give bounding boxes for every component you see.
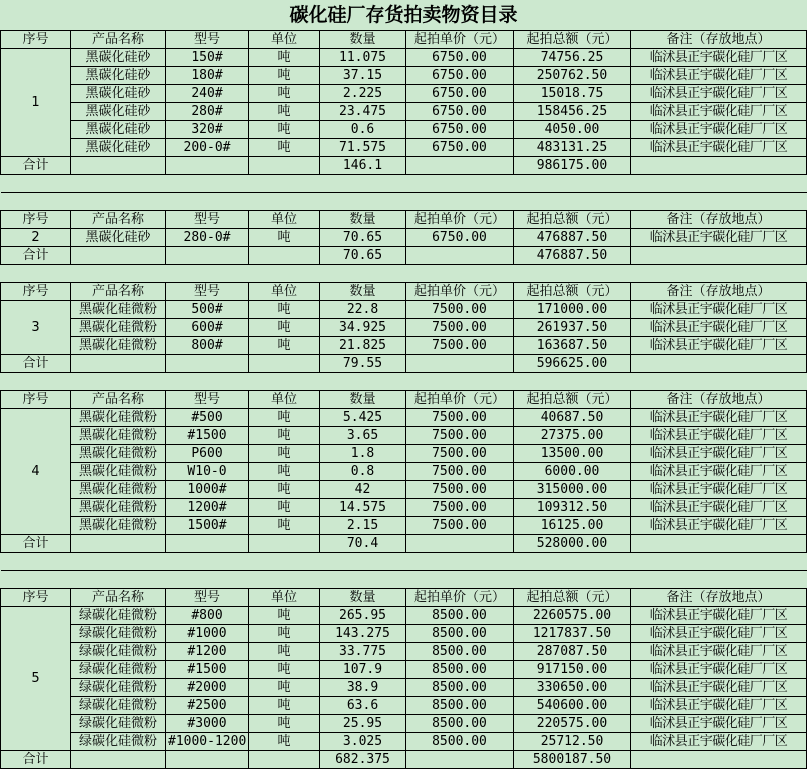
quantity: 265.95 <box>320 607 406 625</box>
header-unit: 单位 <box>249 283 320 301</box>
product-name: 绿碳化硅微粉 <box>71 697 166 715</box>
total-amount: 2260575.00 <box>514 607 631 625</box>
product-name: 绿碳化硅微粉 <box>71 679 166 697</box>
spacer-row <box>1 193 807 211</box>
quantity: 3.025 <box>320 733 406 751</box>
product-name: 绿碳化硅微粉 <box>71 625 166 643</box>
unit: 吨 <box>249 427 320 445</box>
unit: 吨 <box>249 463 320 481</box>
table-row <box>1 427 807 445</box>
model: #1500 <box>166 427 249 445</box>
header-seq: 序号 <box>1 283 71 301</box>
storage-location: 临沭县正宇碳化硅厂厂区 <box>631 517 807 535</box>
total-amount-sum: 476887.50 <box>514 247 631 265</box>
product-name: 黑碳化硅微粉 <box>71 337 166 355</box>
table-row <box>1 643 807 661</box>
table-row <box>1 607 807 625</box>
unit: 吨 <box>249 715 320 733</box>
model: 600# <box>166 319 249 337</box>
quantity: 23.475 <box>320 103 406 121</box>
quantity: 21.825 <box>320 337 406 355</box>
storage-location: 临沭县正宇碳化硅厂厂区 <box>631 643 807 661</box>
unit: 吨 <box>249 85 320 103</box>
unit: 吨 <box>249 499 320 517</box>
total-label: 合计 <box>1 247 71 265</box>
table-row <box>1 499 807 517</box>
storage-location: 临沭县正宇碳化硅厂厂区 <box>631 121 807 139</box>
storage-location: 临沭县正宇碳化硅厂厂区 <box>631 481 807 499</box>
unit-price: 6750.00 <box>406 229 514 247</box>
model: #1500 <box>166 661 249 679</box>
product-name: 绿碳化硅微粉 <box>71 715 166 733</box>
total-quantity: 146.1 <box>320 157 406 175</box>
model: 280# <box>166 103 249 121</box>
model: 280-0# <box>166 229 249 247</box>
total-amount: 540600.00 <box>514 697 631 715</box>
unit-price: 7500.00 <box>406 445 514 463</box>
header-unit-price: 起拍单价（元） <box>406 211 514 229</box>
quantity: 0.8 <box>320 463 406 481</box>
product-name: 绿碳化硅微粉 <box>71 643 166 661</box>
total-amount: 483131.25 <box>514 139 631 157</box>
header-unit: 单位 <box>249 391 320 409</box>
unit-price: 8500.00 <box>406 643 514 661</box>
table-row <box>1 49 807 67</box>
total-quantity: 682.375 <box>320 751 406 769</box>
storage-location: 临沭县正宇碳化硅厂厂区 <box>631 319 807 337</box>
table-row <box>1 409 807 427</box>
section-seq: 1 <box>1 49 71 157</box>
product-name: 黑碳化硅微粉 <box>71 301 166 319</box>
header-seq: 序号 <box>1 391 71 409</box>
header-product-name: 产品名称 <box>71 283 166 301</box>
total-label: 合计 <box>1 355 71 373</box>
total-amount-sum: 596625.00 <box>514 355 631 373</box>
header-total-amount: 起拍总额（元） <box>514 31 631 49</box>
total-label: 合计 <box>1 157 71 175</box>
total-amount: 171000.00 <box>514 301 631 319</box>
header-total-amount: 起拍总额（元） <box>514 211 631 229</box>
unit-price: 7500.00 <box>406 319 514 337</box>
page-title: 碳化硅厂存货拍卖物资目录 <box>289 4 518 26</box>
quantity: 11.075 <box>320 49 406 67</box>
unit: 吨 <box>249 679 320 697</box>
storage-location: 临沭县正宇碳化硅厂厂区 <box>631 301 807 319</box>
table-row <box>1 517 807 535</box>
total-quantity: 70.4 <box>320 535 406 553</box>
header-unit-price: 起拍单价（元） <box>406 391 514 409</box>
unit: 吨 <box>249 319 320 337</box>
unit-price: 6750.00 <box>406 139 514 157</box>
model: #2000 <box>166 679 249 697</box>
model: 240# <box>166 85 249 103</box>
table-row <box>1 445 807 463</box>
header-row <box>1 31 807 49</box>
unit-price: 8500.00 <box>406 661 514 679</box>
model: #2500 <box>166 697 249 715</box>
header-model: 型号 <box>166 283 249 301</box>
storage-location: 临沭县正宇碳化硅厂厂区 <box>631 463 807 481</box>
header-row <box>1 391 807 409</box>
total-amount: 16125.00 <box>514 517 631 535</box>
product-name: 黑碳化硅砂 <box>71 49 166 67</box>
model: 1000# <box>166 481 249 499</box>
table-row <box>1 301 807 319</box>
storage-location: 临沭县正宇碳化硅厂厂区 <box>631 427 807 445</box>
quantity: 14.575 <box>320 499 406 517</box>
unit: 吨 <box>249 643 320 661</box>
header-product-name: 产品名称 <box>71 31 166 49</box>
storage-location: 临沭县正宇碳化硅厂厂区 <box>631 85 807 103</box>
total-amount: 40687.50 <box>514 409 631 427</box>
quantity: 2.15 <box>320 517 406 535</box>
header-note: 备注（存放地点） <box>631 211 807 229</box>
model: #500 <box>166 409 249 427</box>
unit-price: 8500.00 <box>406 733 514 751</box>
table-row <box>1 229 807 247</box>
product-name: 黑碳化硅微粉 <box>71 409 166 427</box>
model: 150# <box>166 49 249 67</box>
quantity: 71.575 <box>320 139 406 157</box>
header-quantity: 数量 <box>320 589 406 607</box>
spacer-row <box>1 553 807 571</box>
unit-price: 6750.00 <box>406 85 514 103</box>
table-row <box>1 103 807 121</box>
unit: 吨 <box>249 481 320 499</box>
header-note: 备注（存放地点） <box>631 283 807 301</box>
unit-price: 8500.00 <box>406 625 514 643</box>
total-amount: 261937.50 <box>514 319 631 337</box>
model: 800# <box>166 337 249 355</box>
total-amount-sum: 5800187.50 <box>514 751 631 769</box>
storage-location: 临沭县正宇碳化硅厂厂区 <box>631 625 807 643</box>
model: 180# <box>166 67 249 85</box>
section-seq: 3 <box>1 301 71 355</box>
quantity: 0.6 <box>320 121 406 139</box>
product-name: 黑碳化硅砂 <box>71 67 166 85</box>
quantity: 1.8 <box>320 445 406 463</box>
table-row <box>1 715 807 733</box>
unit: 吨 <box>249 121 320 139</box>
model: P600 <box>166 445 249 463</box>
table-row <box>1 697 807 715</box>
header-note: 备注（存放地点） <box>631 589 807 607</box>
table-row <box>1 85 807 103</box>
unit: 吨 <box>249 103 320 121</box>
unit: 吨 <box>249 67 320 85</box>
model: #1000 <box>166 625 249 643</box>
unit: 吨 <box>249 733 320 751</box>
storage-location: 临沭县正宇碳化硅厂厂区 <box>631 679 807 697</box>
header-quantity: 数量 <box>320 31 406 49</box>
unit: 吨 <box>249 49 320 67</box>
product-name: 黑碳化硅砂 <box>71 229 166 247</box>
header-unit-price: 起拍单价（元） <box>406 283 514 301</box>
spacer-row <box>1 373 807 391</box>
unit-price: 7500.00 <box>406 337 514 355</box>
header-unit: 单位 <box>249 211 320 229</box>
total-amount: 315000.00 <box>514 481 631 499</box>
unit: 吨 <box>249 409 320 427</box>
total-amount: 476887.50 <box>514 229 631 247</box>
unit: 吨 <box>249 607 320 625</box>
quantity: 3.65 <box>320 427 406 445</box>
header-total-amount: 起拍总额（元） <box>514 589 631 607</box>
model: #800 <box>166 607 249 625</box>
total-amount: 1217837.50 <box>514 625 631 643</box>
table-row <box>1 733 807 751</box>
unit-price: 8500.00 <box>406 697 514 715</box>
section-seq: 4 <box>1 409 71 535</box>
product-name: 黑碳化硅微粉 <box>71 481 166 499</box>
header-seq: 序号 <box>1 31 71 49</box>
unit-price: 7500.00 <box>406 463 514 481</box>
unit: 吨 <box>249 229 320 247</box>
header-note: 备注（存放地点） <box>631 31 807 49</box>
storage-location: 临沭县正宇碳化硅厂厂区 <box>631 445 807 463</box>
total-amount: 74756.25 <box>514 49 631 67</box>
header-row <box>1 589 807 607</box>
total-amount: 27375.00 <box>514 427 631 445</box>
unit: 吨 <box>249 301 320 319</box>
header-product-name: 产品名称 <box>71 211 166 229</box>
header-total-amount: 起拍总额（元） <box>514 283 631 301</box>
total-amount: 109312.50 <box>514 499 631 517</box>
table-row <box>1 319 807 337</box>
total-quantity: 79.55 <box>320 355 406 373</box>
product-name: 黑碳化硅砂 <box>71 139 166 157</box>
unit: 吨 <box>249 337 320 355</box>
product-name: 绿碳化硅微粉 <box>71 607 166 625</box>
total-amount: 917150.00 <box>514 661 631 679</box>
storage-location: 临沭县正宇碳化硅厂厂区 <box>631 67 807 85</box>
model: #3000 <box>166 715 249 733</box>
storage-location: 临沭县正宇碳化硅厂厂区 <box>631 139 807 157</box>
table-row <box>1 337 807 355</box>
unit-price: 6750.00 <box>406 67 514 85</box>
header-model: 型号 <box>166 211 249 229</box>
unit-price: 7500.00 <box>406 301 514 319</box>
storage-location: 临沭县正宇碳化硅厂厂区 <box>631 733 807 751</box>
table-row <box>1 67 807 85</box>
product-name: 黑碳化硅砂 <box>71 121 166 139</box>
total-amount: 15018.75 <box>514 85 631 103</box>
table-row <box>1 463 807 481</box>
total-amount: 250762.50 <box>514 67 631 85</box>
table-row <box>1 121 807 139</box>
storage-location: 临沭县正宇碳化硅厂厂区 <box>631 337 807 355</box>
quantity: 2.225 <box>320 85 406 103</box>
quantity: 5.425 <box>320 409 406 427</box>
section-seq: 2 <box>1 229 71 247</box>
product-name: 黑碳化硅微粉 <box>71 427 166 445</box>
total-amount: 220575.00 <box>514 715 631 733</box>
quantity: 42 <box>320 481 406 499</box>
total-amount: 4050.00 <box>514 121 631 139</box>
header-quantity: 数量 <box>320 283 406 301</box>
quantity: 143.275 <box>320 625 406 643</box>
total-row <box>1 751 807 769</box>
product-name: 黑碳化硅微粉 <box>71 499 166 517</box>
header-model: 型号 <box>166 589 249 607</box>
storage-location: 临沭县正宇碳化硅厂厂区 <box>631 607 807 625</box>
unit: 吨 <box>249 661 320 679</box>
header-unit-price: 起拍单价（元） <box>406 589 514 607</box>
inventory-table <box>0 30 807 769</box>
storage-location: 临沭县正宇碳化硅厂厂区 <box>631 103 807 121</box>
model: #1200 <box>166 643 249 661</box>
quantity: 70.65 <box>320 229 406 247</box>
model: W10-0 <box>166 463 249 481</box>
section-seq: 5 <box>1 607 71 751</box>
total-amount: 287087.50 <box>514 643 631 661</box>
total-row <box>1 247 807 265</box>
table-row <box>1 679 807 697</box>
unit-price: 6750.00 <box>406 103 514 121</box>
product-name: 绿碳化硅微粉 <box>71 733 166 751</box>
total-row <box>1 355 807 373</box>
unit-price: 8500.00 <box>406 679 514 697</box>
quantity: 107.9 <box>320 661 406 679</box>
total-amount: 6000.00 <box>514 463 631 481</box>
total-amount-sum: 986175.00 <box>514 157 631 175</box>
unit-price: 7500.00 <box>406 481 514 499</box>
quantity: 37.15 <box>320 67 406 85</box>
storage-location: 临沭县正宇碳化硅厂厂区 <box>631 499 807 517</box>
header-row <box>1 211 807 229</box>
quantity: 25.95 <box>320 715 406 733</box>
total-amount: 25712.50 <box>514 733 631 751</box>
header-quantity: 数量 <box>320 391 406 409</box>
unit-price: 6750.00 <box>406 49 514 67</box>
header-seq: 序号 <box>1 589 71 607</box>
quantity: 22.8 <box>320 301 406 319</box>
unit: 吨 <box>249 625 320 643</box>
product-name: 黑碳化硅砂 <box>71 85 166 103</box>
header-seq: 序号 <box>1 211 71 229</box>
storage-location: 临沭县正宇碳化硅厂厂区 <box>631 661 807 679</box>
product-name: 黑碳化硅微粉 <box>71 517 166 535</box>
product-name: 黑碳化硅砂 <box>71 103 166 121</box>
model: 320# <box>166 121 249 139</box>
header-row <box>1 283 807 301</box>
unit: 吨 <box>249 517 320 535</box>
total-row <box>1 535 807 553</box>
unit-price: 7500.00 <box>406 427 514 445</box>
total-amount: 163687.50 <box>514 337 631 355</box>
total-amount: 158456.25 <box>514 103 631 121</box>
table-row <box>1 139 807 157</box>
header-product-name: 产品名称 <box>71 391 166 409</box>
header-model: 型号 <box>166 391 249 409</box>
product-name: 绿碳化硅微粉 <box>71 661 166 679</box>
unit-price: 8500.00 <box>406 607 514 625</box>
unit-price: 6750.00 <box>406 121 514 139</box>
product-name: 黑碳化硅微粉 <box>71 463 166 481</box>
unit-price: 7500.00 <box>406 499 514 517</box>
total-quantity: 70.65 <box>320 247 406 265</box>
unit-price: 7500.00 <box>406 517 514 535</box>
header-quantity: 数量 <box>320 211 406 229</box>
header-unit: 单位 <box>249 589 320 607</box>
table-row <box>1 661 807 679</box>
header-model: 型号 <box>166 31 249 49</box>
model: 1500# <box>166 517 249 535</box>
total-amount: 13500.00 <box>514 445 631 463</box>
model: #1000-1200 <box>166 733 249 751</box>
model: 200-0# <box>166 139 249 157</box>
unit: 吨 <box>249 697 320 715</box>
header-total-amount: 起拍总额（元） <box>514 391 631 409</box>
header-unit: 单位 <box>249 31 320 49</box>
spacer-row <box>1 571 807 589</box>
model: 1200# <box>166 499 249 517</box>
storage-location: 临沭县正宇碳化硅厂厂区 <box>631 409 807 427</box>
quantity: 63.6 <box>320 697 406 715</box>
header-unit-price: 起拍单价（元） <box>406 31 514 49</box>
quantity: 33.775 <box>320 643 406 661</box>
model: 500# <box>166 301 249 319</box>
storage-location: 临沭县正宇碳化硅厂厂区 <box>631 697 807 715</box>
total-amount-sum: 528000.00 <box>514 535 631 553</box>
total-label: 合计 <box>1 535 71 553</box>
quantity: 38.9 <box>320 679 406 697</box>
unit: 吨 <box>249 445 320 463</box>
storage-location: 临沭县正宇碳化硅厂厂区 <box>631 715 807 733</box>
header-product-name: 产品名称 <box>71 589 166 607</box>
storage-location: 临沭县正宇碳化硅厂厂区 <box>631 49 807 67</box>
unit-price: 7500.00 <box>406 409 514 427</box>
table-row <box>1 481 807 499</box>
total-label: 合计 <box>1 751 71 769</box>
product-name: 黑碳化硅微粉 <box>71 445 166 463</box>
total-row <box>1 157 807 175</box>
table-row <box>1 625 807 643</box>
quantity: 34.925 <box>320 319 406 337</box>
storage-location: 临沭县正宇碳化硅厂厂区 <box>631 229 807 247</box>
unit-price: 8500.00 <box>406 715 514 733</box>
spacer-row <box>1 175 807 193</box>
header-note: 备注（存放地点） <box>631 391 807 409</box>
product-name: 黑碳化硅微粉 <box>71 319 166 337</box>
spacer-row <box>1 265 807 283</box>
total-amount: 330650.00 <box>514 679 631 697</box>
unit: 吨 <box>249 139 320 157</box>
